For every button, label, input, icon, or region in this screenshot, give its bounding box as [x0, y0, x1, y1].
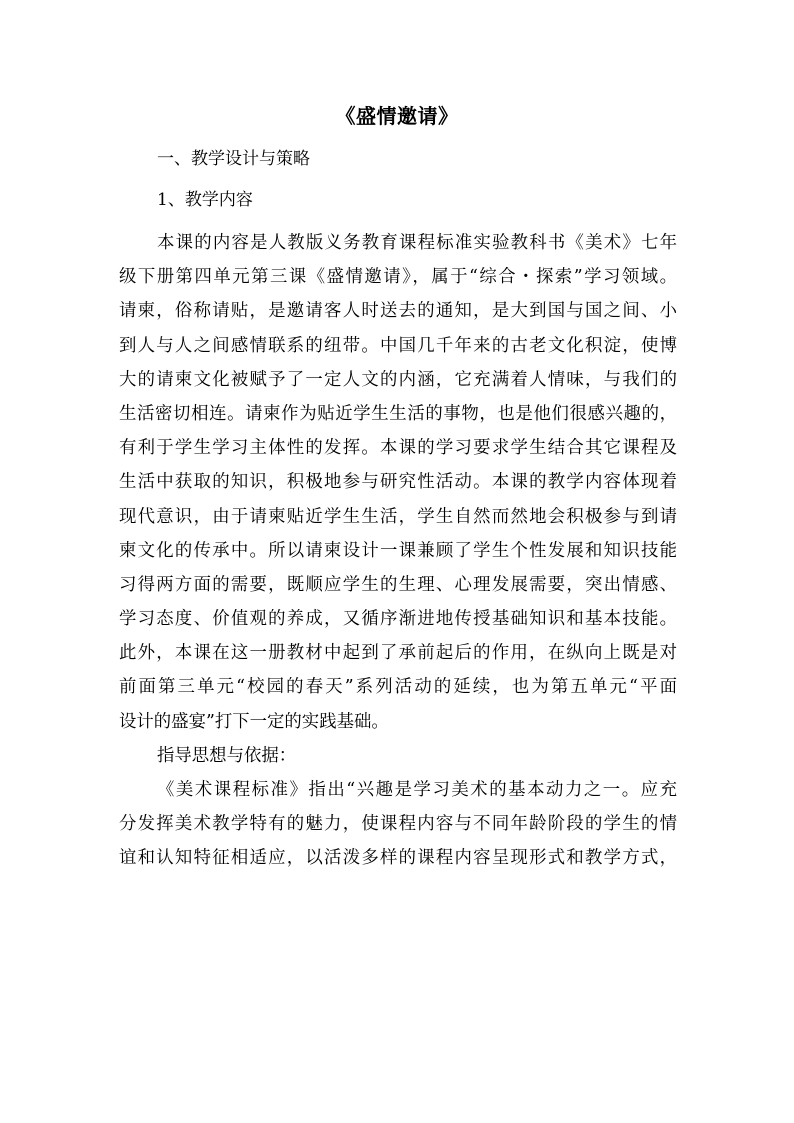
body-line: 《美术课程标准》指出“兴趣是学习美术的基本动力之一。应充	[157, 780, 677, 800]
body-line: 设计的盛宴”打下一定的实践基础。	[119, 711, 389, 732]
body-line: 级下册第四单元第三课《盛情邀请》，属于“综合・探索”学习领域。	[119, 267, 677, 288]
body-line: 请柬，俗称请贴，是邀请客人时送去的通知，是大到国与国之间、小	[119, 301, 677, 322]
body-line: 到人与人之间感情联系的纽带。中国几千年来的古老文化积淀，使博	[119, 335, 677, 356]
body-line: 谊和认知特征相适应，以活泼多样的课程内容呈现形式和教学方式，	[119, 848, 677, 869]
body-line: 柬文化的传承中。所以请柬设计一课兼顾了学生个性发展和知识技能	[119, 540, 677, 561]
body-line: 生活中获取的知识，积极地参与研究性活动。本课的教学内容体现着	[119, 472, 677, 493]
body-line: 前面第三单元“校园的春天”系列活动的延续，也为第五单元“平面	[119, 677, 677, 698]
section-heading: 一、教学设计与策略	[157, 149, 310, 169]
body-line: 习得两方面的需要，既顺应学生的生理、心理发展需要，突出情感、	[119, 574, 677, 595]
guiding-heading: 指导思想与依据：	[157, 745, 297, 766]
subsection-heading: 1、教学内容	[157, 190, 253, 210]
body-line: 学习态度、价值观的养成，又循序渐进地传授基础知识和基本技能。	[119, 609, 677, 630]
body-line: 现代意识，由于请柬贴近学生生活，学生自然而然地会积极参与到请	[119, 506, 677, 527]
body-line: 生活密切相连。请柬作为贴近学生生活的事物，也是他们很感兴趣的，	[119, 403, 677, 424]
document-title: 《盛情邀请》	[335, 104, 459, 128]
body-text	[119, 226, 677, 876]
body-line: 大的请柬文化被赋予了一定人文的内涵，它充满着人情味，与我们的	[119, 369, 677, 390]
body-line: 分发挥美术教学特有的魅力，使课程内容与不同年龄阶段的学生的情	[119, 814, 677, 835]
body-line: 此外，本课在这一册教材中起到了承前起后的作用，在纵向上既是对	[119, 643, 677, 664]
body-line: 本课的内容是人教版义务教育课程标准实验教科书《美术》七年	[157, 233, 677, 253]
body-line: 有利于学生学习主体性的发挥。本课的学习要求学生结合其它课程及	[119, 438, 677, 459]
